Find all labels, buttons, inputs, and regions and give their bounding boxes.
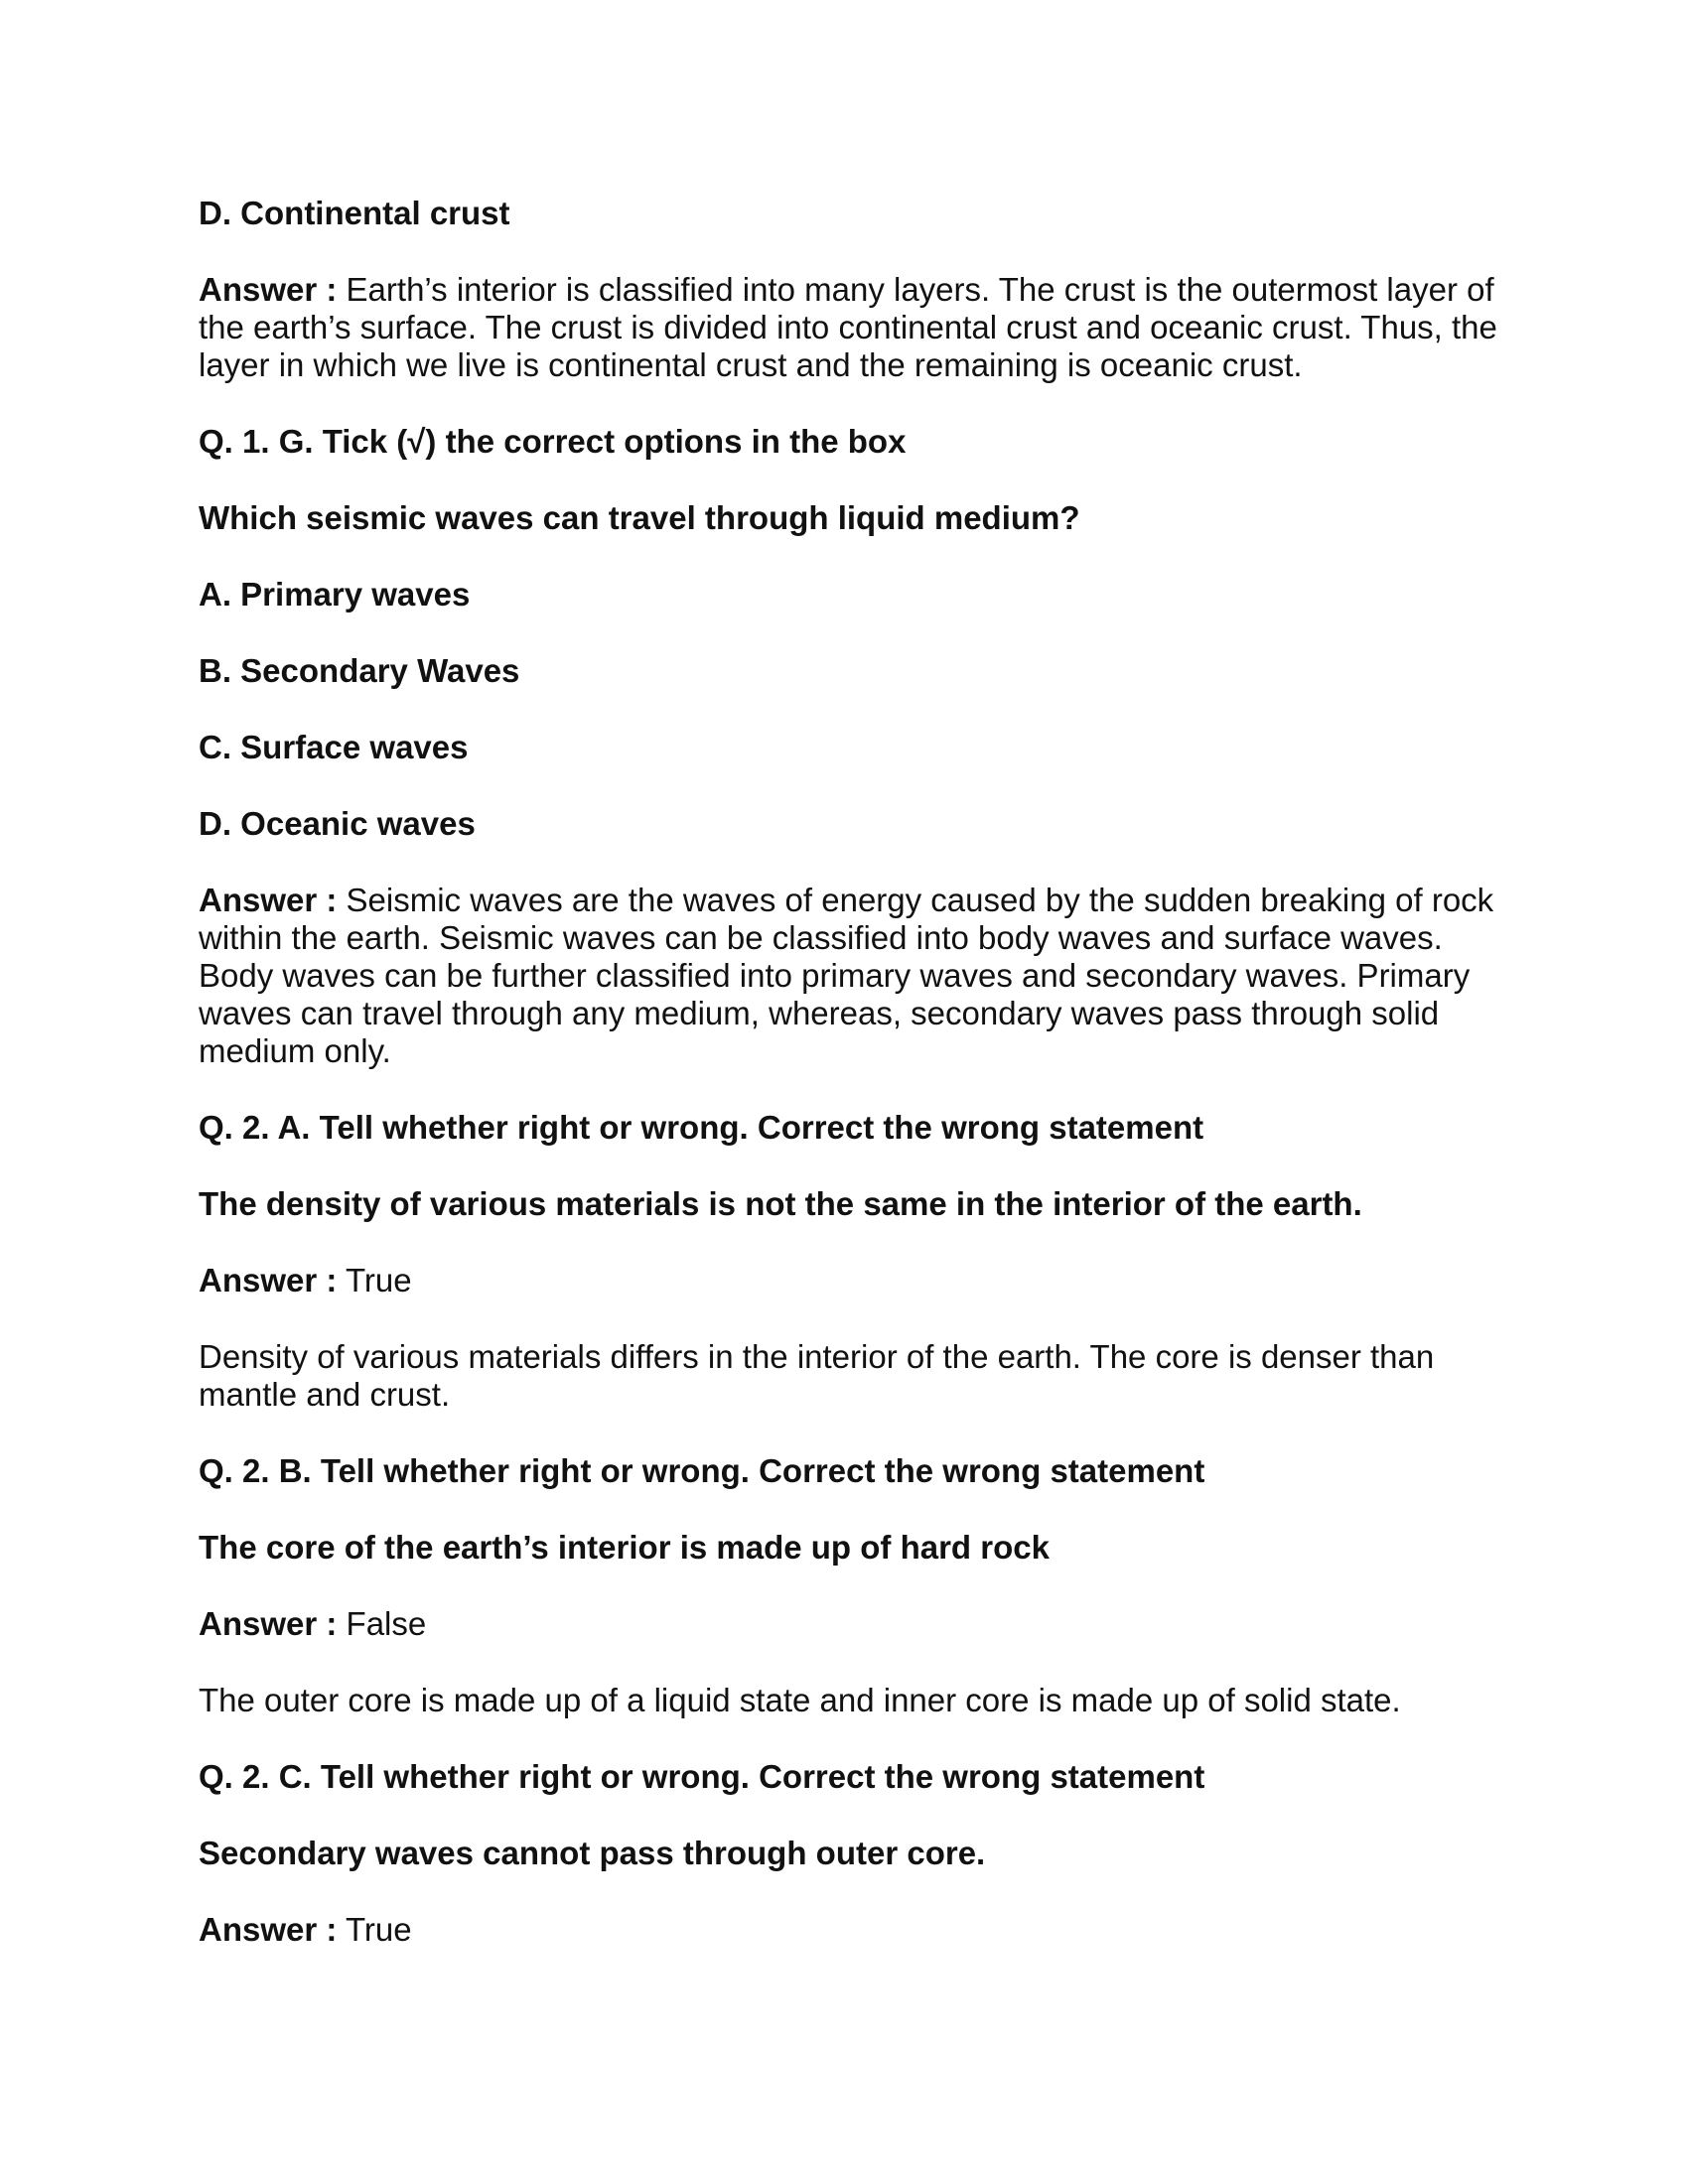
q1g-heading: Q. 1. G. Tick (√) the correct options in the box	[199, 423, 907, 460]
q1g-question: Which seismic waves can travel through liquid medium?	[199, 499, 1080, 536]
q2c-answer	[199, 1911, 1509, 1949]
answer-text: Earth’s interior is classified into many layers. The crust is the outermost layer of the earth’s surface. The crust is divided into continental crust and oceanic crust. Thus, the layer in which we live is continental crust and the remaining is oceanic crust.	[199, 271, 1497, 383]
q1f-answer	[199, 271, 1509, 384]
answer-text: False	[337, 1605, 427, 1642]
q1g-option-b: B. Secondary Waves	[199, 652, 520, 689]
q2a-heading: Q. 2. A. Tell whether right or wrong. Correct the wrong statement	[199, 1109, 1204, 1146]
answer-label: Answer :	[199, 882, 338, 918]
answer-text: True	[337, 1911, 412, 1948]
q2b-explanation: The outer core is made up of a liquid state and inner core is made up of solid state.	[199, 1682, 1401, 1718]
q2c-heading: Q. 2. C. Tell whether right or wrong. Correct the wrong statement	[199, 1758, 1205, 1795]
q1g-option-a: A. Primary waves	[199, 576, 471, 613]
answer-label: Answer :	[199, 271, 338, 308]
answer-label: Answer :	[199, 1262, 338, 1298]
q2b-heading: Q. 2. B. Tell whether right or wrong. Correct the wrong statement	[199, 1452, 1205, 1489]
q2a-explanation: Density of various materials differs in the interior of the earth. The core is denser than mantle and crust.	[199, 1338, 1435, 1413]
q1f-option-d: D. Continental crust	[199, 195, 510, 231]
answer-label: Answer :	[199, 1605, 338, 1642]
answer-label: Answer :	[199, 1911, 338, 1948]
q2a-statement: The density of various materials is not the same in the interior of the earth.	[199, 1185, 1362, 1222]
answer-text: True	[337, 1262, 412, 1298]
q2b-answer	[199, 1605, 1509, 1643]
q1g-answer	[199, 882, 1509, 1070]
q1g-option-c: C. Surface waves	[199, 729, 469, 765]
q1g-option-d: D. Oceanic waves	[199, 805, 476, 842]
q2c-statement: Secondary waves cannot pass through outer core.	[199, 1835, 986, 1871]
page-content	[199, 195, 1509, 1987]
q2a-answer	[199, 1262, 1509, 1299]
answer-text: Seismic waves are the waves of energy caused by the sudden breaking of rock within the earth. Seismic waves can be classified into body waves and surface waves. Body waves can be further classified into primary waves and secondary waves. Primary waves can travel through any medium, whereas, secondary waves pass through solid medium only.	[199, 882, 1494, 1069]
q2b-statement: The core of the earth’s interior is made up of hard rock	[199, 1529, 1050, 1566]
